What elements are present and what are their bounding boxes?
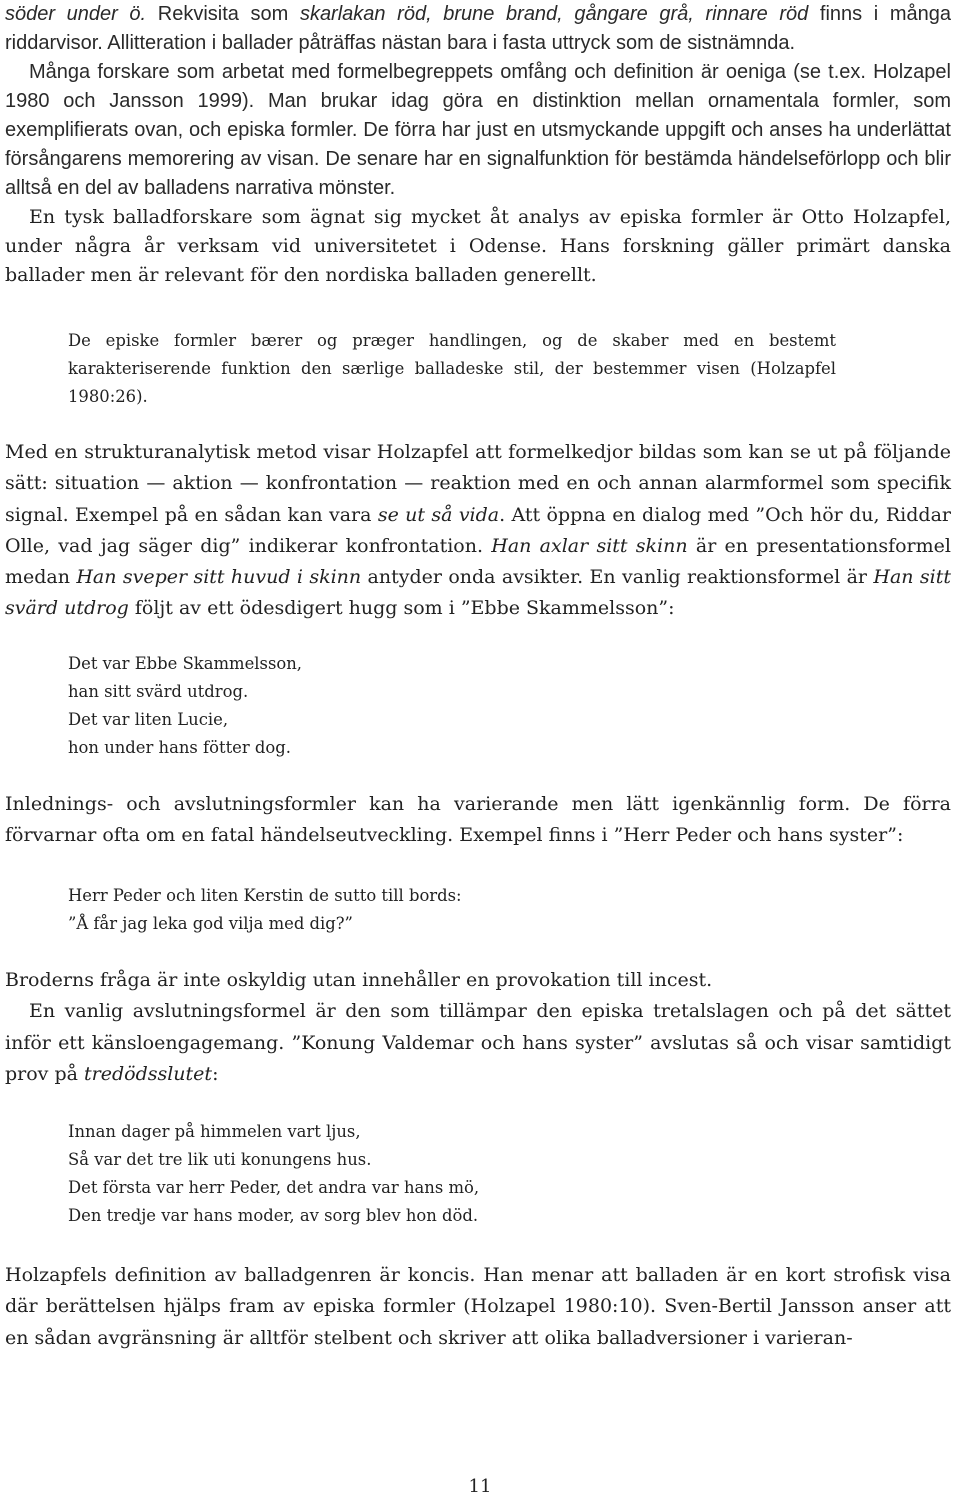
paragraph: söder under ö. Rekvisita som skarlakan röd, brune brand, gångare grå, rinnare röd finns i många riddarvisor. Allitteration i ballader påträffas nästan bara i fasta uttryck som de sistnämnda. xyxy=(5,3,952,54)
body-paragraph: Broderns fråga är inte oskyldig utan innehåller en provokation till incest. En vanlig avslutningsformel är den som tillämpar den episka tretalslagen och på det sättet inför ett känsloengagemang. ”Konung Valdemar och hans syster” avslutas så och visar samtidigt prov på tredödsslutet: xyxy=(5,969,951,1085)
body-paragraph: Med en strukturanalytisk metod visar Holzapfel att formelkedjor bildas som kan se ut på följande sätt: situation — aktion — konfrontation — reaktion med en och annan alarmformel som specifik signal. Exempel på en sådan kan vara se ut så vida. Att öppna en dialog med ”Och hör du, Riddar Olle, vad jag säger dig” indikerar konfrontation. Han axlar sitt skinn är en presentationsformel medan Han sveper sitt huvud i skinn antyder onda avsikter. En vanlig reaktionsformel är Han sitt svärd utdrog följt av ett ödesdigert hugg som i ”Ebbe Skammelsson”: xyxy=(5,441,951,620)
block-quote: De episke formler bærer og præger handlingen, og de skaber med en bestemt karakteriserende funktion den særlige balladeske stil, der bestemmer visen (Holzapfel 1980:26). xyxy=(68,331,836,406)
paragraph: En tysk balladforskare som ägnat sig mycket åt analys av episka formler är Otto Holzapfel, under några år verksam vid universitetet i Odense. Hans forskning gäller primärt danska ballader men är relevant för den nordiska balladen generellt. xyxy=(5,206,951,286)
verse-quote: Det var Ebbe Skammelsson, han sitt svärd utdrog. Det var liten Lucie, hon under hans fötter dog. xyxy=(68,654,302,757)
paragraph: Många forskare som arbetat med formelbegreppets omfång och definition är oeniga (se t.ex. Holzapel 1980 och Jansson 1999). Man brukar idag göra en distinktion mellan ornamentala formler, som exemplifierats ovan, och episka formler. De förra har just en utsmyckande uppgift och anses ha underlättat försångarens memorering av visan. De senare har en signalfunktion för bestämda händelseförlopp och blir alltså en del av balladens narrativa mönster. xyxy=(5,61,951,199)
page-number: 11 xyxy=(468,1476,492,1497)
opening-text xyxy=(5,0,951,290)
verse-quote: Innan dager på himmelen vart ljus, Så var det tre lik uti konungens hus. Det första var herr Peder, det andra var hans mö, Den tredje var hans moder, av sorg blev hon död. xyxy=(68,1122,480,1225)
body-paragraph: Inlednings- och avslutningsformler kan ha varierande men lätt igenkännlig form. De förra förvarnar ofta om en fatal händelseutveckling. Exempel finns i ”Herr Peder och hans syster”: xyxy=(5,793,951,847)
body-paragraph: Holzapfels definition av balladgenren är koncis. Han menar att balladen är en kort strofisk visa där berättelsen hjälps fram av episka formler (Holzapel 1980:10). Sven-Bertil Jansson anser att en sådan avgränsning är alltför stelbent och skriver att olika balladversioner i varieran- xyxy=(5,1264,951,1349)
verse-quote: Herr Peder och liten Kerstin de sutto till bords: ”Å får jag leka god vilja med dig?” xyxy=(68,886,462,933)
